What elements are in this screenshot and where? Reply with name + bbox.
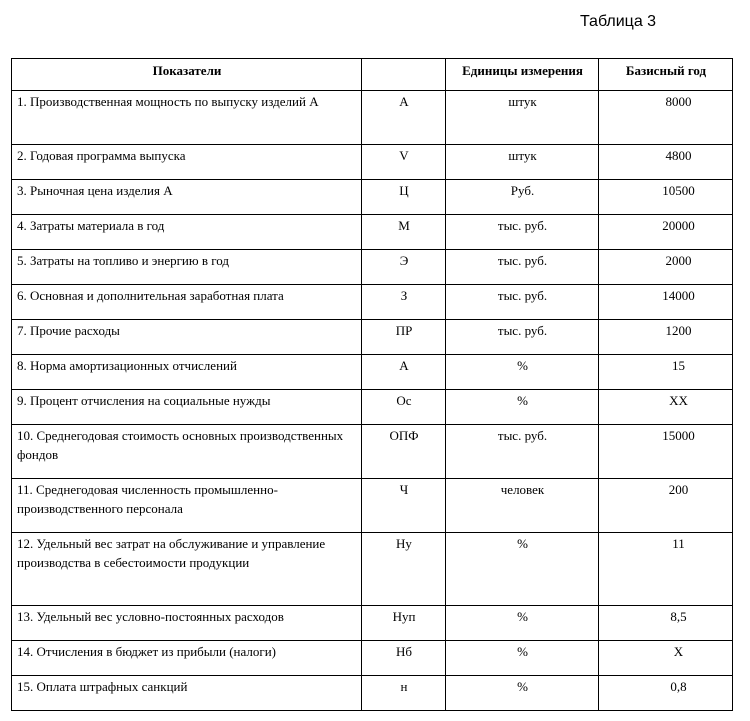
indicator-unit: % [446, 533, 599, 606]
indicator-value: Х [599, 641, 733, 676]
indicator-symbol: А [362, 91, 446, 145]
indicator-name: 14. Отчисления в бюджет из прибыли (налоги) [12, 641, 362, 676]
indicator-name: 10. Среднегодовая стоимость основных производственных фондов [12, 425, 362, 479]
table-row [12, 180, 733, 215]
indicator-name: 8. Норма амортизационных отчислений [12, 355, 362, 390]
indicator-value: 11 [599, 533, 733, 606]
header-base-year: Базисный год [599, 59, 733, 91]
indicator-symbol: н [362, 676, 446, 711]
indicator-unit: % [446, 355, 599, 390]
indicator-unit: % [446, 606, 599, 641]
indicator-unit: тыс. руб. [446, 285, 599, 320]
indicator-name: 3. Рыночная цена изделия А [12, 180, 362, 215]
indicator-symbol: Ну [362, 533, 446, 606]
indicator-value: 15 [599, 355, 733, 390]
table-row [12, 533, 733, 606]
indicator-symbol: ПР [362, 320, 446, 355]
table-row [12, 425, 733, 479]
indicator-unit: тыс. руб. [446, 320, 599, 355]
table-row [12, 145, 733, 180]
indicator-unit: тыс. руб. [446, 215, 599, 250]
indicators-table [11, 58, 733, 711]
table-row [12, 250, 733, 285]
indicator-value: 200 [599, 479, 733, 533]
table-row [12, 390, 733, 425]
indicator-symbol: V [362, 145, 446, 180]
indicator-symbol: М [362, 215, 446, 250]
indicator-name: 15. Оплата штрафных санкций [12, 676, 362, 711]
indicator-symbol: Ос [362, 390, 446, 425]
indicator-name: 12. Удельный вес затрат на обслуживание и управление производства в себестоимости продукции [12, 533, 362, 606]
indicator-value: ХХ [599, 390, 733, 425]
indicator-unit: штук [446, 91, 599, 145]
table-row [12, 320, 733, 355]
table-header-row [12, 59, 733, 91]
indicator-value: 1200 [599, 320, 733, 355]
indicator-symbol: Нуп [362, 606, 446, 641]
indicator-value: 20000 [599, 215, 733, 250]
indicator-unit: штук [446, 145, 599, 180]
indicator-name: 6. Основная и дополнительная заработная плата [12, 285, 362, 320]
indicator-unit: человек [446, 479, 599, 533]
indicator-name: 2. Годовая программа выпуска [12, 145, 362, 180]
table-row [12, 479, 733, 533]
indicator-symbol: Ц [362, 180, 446, 215]
indicator-value: 10500 [599, 180, 733, 215]
indicator-name: 5. Затраты на топливо и энергию в год [12, 250, 362, 285]
indicator-name: 7. Прочие расходы [12, 320, 362, 355]
indicator-value: 14000 [599, 285, 733, 320]
indicator-name: 4. Затраты материала в год [12, 215, 362, 250]
indicator-value: 4800 [599, 145, 733, 180]
table-row [12, 676, 733, 711]
indicator-symbol: Ч [362, 479, 446, 533]
table-row [12, 355, 733, 390]
indicator-name: 9. Процент отчисления на социальные нужды [12, 390, 362, 425]
indicator-unit: % [446, 676, 599, 711]
indicator-unit: % [446, 390, 599, 425]
indicator-unit: тыс. руб. [446, 425, 599, 479]
indicator-value: 15000 [599, 425, 733, 479]
indicator-symbol: Э [362, 250, 446, 285]
indicator-unit: тыс. руб. [446, 250, 599, 285]
table-row [12, 285, 733, 320]
indicator-symbol: А [362, 355, 446, 390]
table-row [12, 215, 733, 250]
indicator-value: 0,8 [599, 676, 733, 711]
indicator-unit: Руб. [446, 180, 599, 215]
header-symbol [362, 59, 446, 91]
indicator-name: 11. Среднегодовая численность промышленно-производственного персонала [12, 479, 362, 533]
table-row [12, 606, 733, 641]
table-title: Таблица 3 [580, 13, 657, 30]
table-row [12, 91, 733, 145]
indicator-symbol: Нб [362, 641, 446, 676]
indicator-unit: % [446, 641, 599, 676]
indicator-name: 1. Производственная мощность по выпуску изделий А [12, 91, 362, 145]
indicator-symbol: З [362, 285, 446, 320]
indicator-value: 2000 [599, 250, 733, 285]
header-indicators: Показатели [12, 59, 362, 91]
indicator-value: 8000 [599, 91, 733, 145]
indicator-symbol: ОПФ [362, 425, 446, 479]
header-units: Единицы измерения [446, 59, 599, 91]
indicator-value: 8,5 [599, 606, 733, 641]
indicator-name: 13. Удельный вес условно-постоянных расходов [12, 606, 362, 641]
table-row [12, 641, 733, 676]
